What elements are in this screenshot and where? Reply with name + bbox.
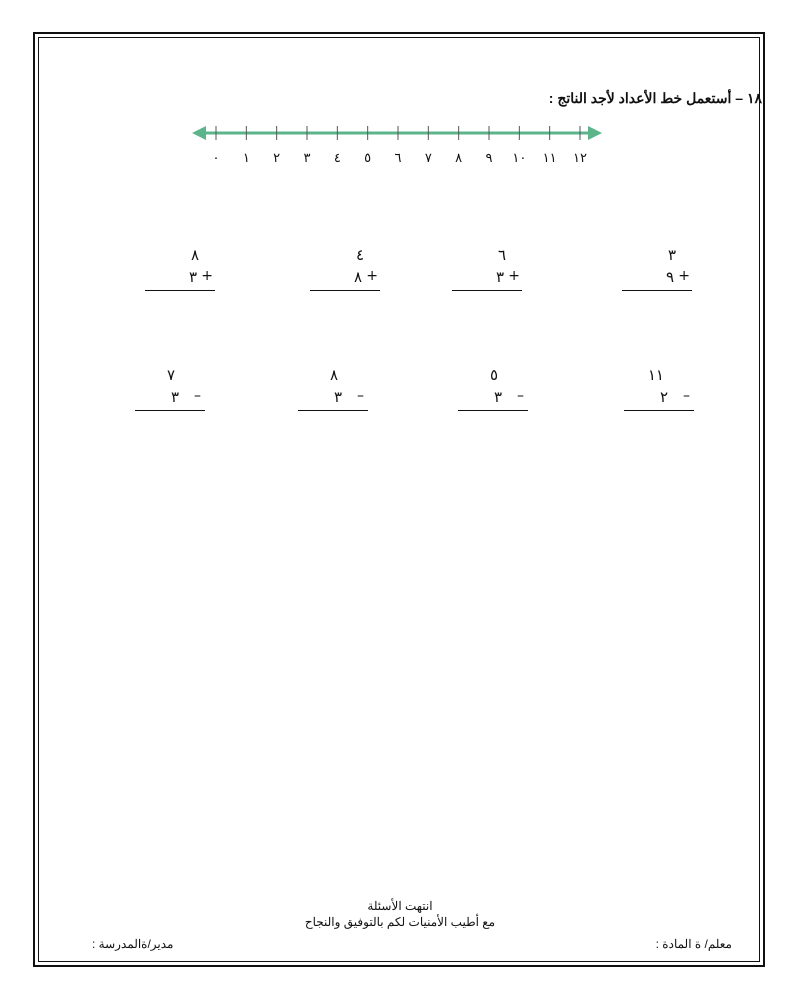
problem-top-number: ٥ (489, 366, 498, 384)
number-line-label: ٢ (273, 151, 281, 166)
number-line-label: ٣ (303, 151, 311, 166)
arrow-left-icon (192, 126, 206, 140)
number-line-label: ٤ (333, 151, 341, 166)
problem-operator: – (683, 388, 690, 404)
problem-answer-line (458, 388, 528, 411)
arrow-right-icon (588, 126, 602, 140)
problem-top-number: ١١ (647, 366, 664, 384)
problem-operator: + (508, 268, 520, 284)
problem-bottom-number: ٣ (333, 388, 342, 406)
number-line-label: ٥ (364, 151, 372, 166)
problem-operator: + (678, 268, 690, 284)
problem-operator: – (194, 388, 201, 404)
number-line-axis (192, 126, 602, 140)
problem-top-number: ٧ (166, 366, 175, 384)
problem-top-number: ٦ (497, 246, 506, 264)
question-title: ١٨ – أستعمل خط الأعداد لأجد الناتج : (548, 90, 762, 106)
closing-line-1: انتهت الأسئلة (367, 899, 433, 913)
problem-bottom-number: ٩ (665, 268, 674, 286)
problem-operator: + (366, 268, 378, 284)
number-line-label: ١٢ (573, 151, 587, 166)
number-line-label: ٠ (212, 151, 220, 166)
number-line-label: ٨ (455, 151, 463, 166)
number-line-label: ١ (242, 151, 250, 166)
problem-answer-line (298, 388, 368, 411)
principal-signature-label: مدير/ةالمدرسة : (92, 937, 174, 951)
problem-bottom-number: ٣ (188, 268, 197, 286)
number-line-label: ٩ (485, 151, 493, 166)
problem-bottom-number: ٢ (659, 388, 668, 406)
number-line (190, 120, 610, 170)
problem-bottom-number: ٣ (495, 268, 504, 286)
problem-bottom-number: ٨ (353, 268, 362, 286)
number-line-label: ١١ (542, 151, 557, 166)
problem-bottom-number: ٣ (493, 388, 502, 406)
problem-answer-line (135, 388, 205, 411)
page-border-inner (38, 37, 760, 962)
problem-top-number: ٣ (667, 246, 676, 264)
problem-top-number: ٨ (190, 246, 199, 264)
number-line-label: ١٠ (512, 151, 527, 166)
problem-operator: – (357, 388, 364, 404)
problem-top-number: ٤ (355, 246, 364, 264)
closing-line-2: مع أطيب الأمنيات لكم بالتوفيق والنجاح (304, 915, 496, 929)
problem-answer-line (622, 268, 692, 291)
number-line-labels (213, 151, 587, 166)
problem-answer-line (310, 268, 380, 291)
number-line-label: ٦ (394, 151, 402, 166)
problem-answer-line (145, 268, 215, 291)
teacher-signature-label: معلم/ ة المادة : (655, 937, 732, 951)
problem-operator: + (201, 268, 213, 284)
problem-top-number: ٨ (329, 366, 338, 384)
problem-bottom-number: ٣ (170, 388, 179, 406)
problem-operator: – (517, 388, 524, 404)
number-line-label: ٧ (424, 151, 432, 166)
problem-answer-line (624, 388, 694, 411)
problem-answer-line (452, 268, 522, 291)
